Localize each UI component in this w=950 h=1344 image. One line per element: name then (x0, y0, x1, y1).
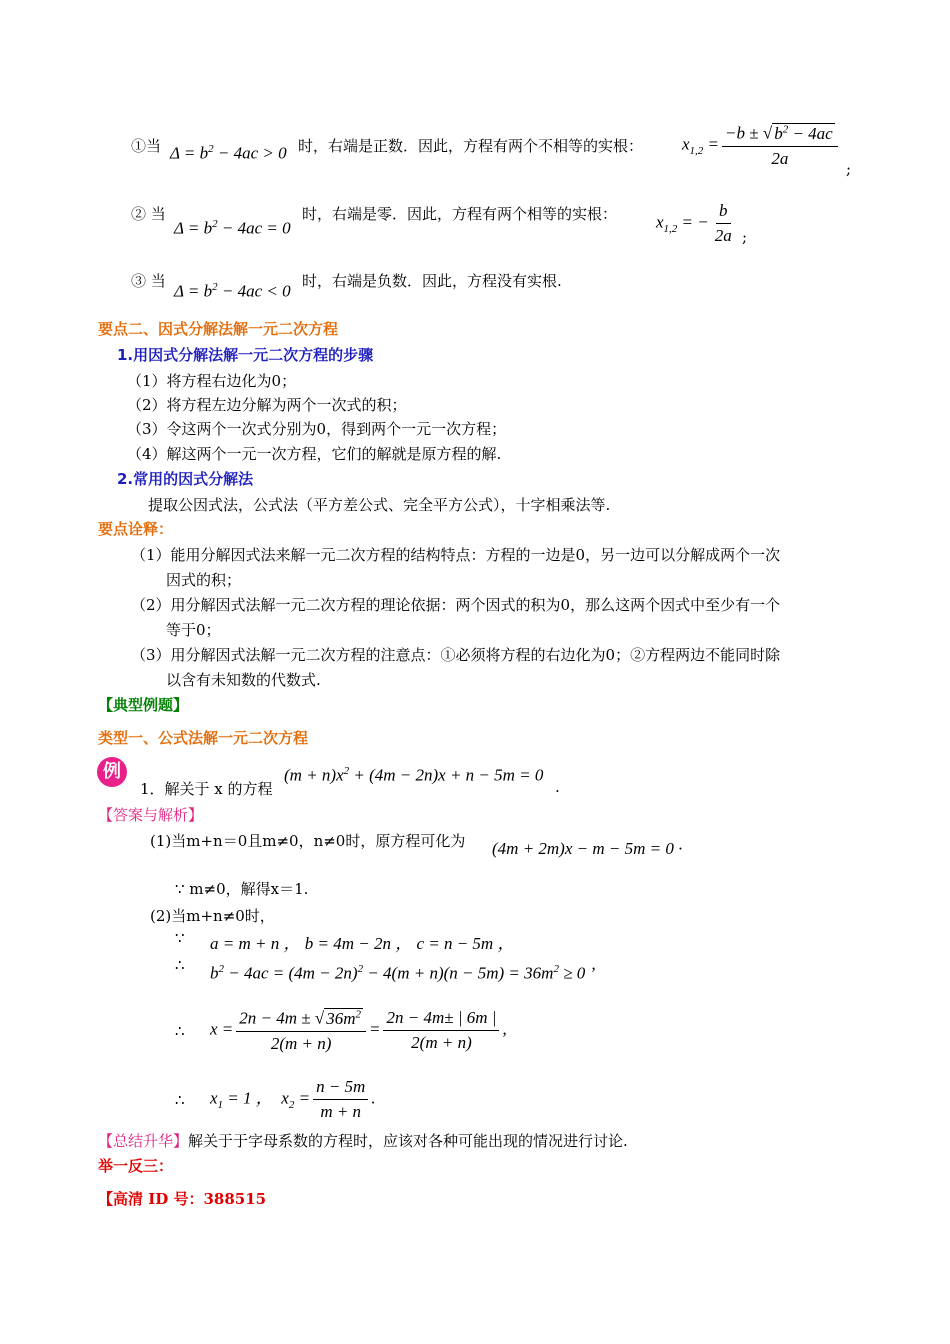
case-3-text: 时，右端是负数．因此，方程没有实根. (302, 272, 562, 290)
coefficients: a = m + n ， b = 4m − 2n ， c = n − 5m ， (210, 934, 515, 953)
example-end: . (555, 778, 560, 796)
example-equation: $(m + n)x^2 + (4m - 2n)x + n - 5m = 0$ (284, 765, 544, 785)
methods: 提取公因式法，公式法（平方差公式、完全平方公式），十字相乘法等. (148, 496, 611, 514)
answer-line1-equation: (4m + 2m)x − m − 5m = 0 · (492, 839, 683, 858)
type1-heading: 类型一、公式法解一元二次方程 (98, 729, 309, 747)
solution-formula: x = $\frac{2n - 4m \pm √ 36m^2}{2(m + n)}$ = $\frac{2n - 4m\pm | 6m |}{2(m + n)}$ , (210, 1008, 507, 1053)
section2-title: 要点二、因式分解法解一元二次方程 (98, 320, 339, 338)
step-2: （2）将方程左边分解为两个一次式的积； (127, 396, 407, 414)
case-3-label: ③ 当 (131, 272, 166, 290)
example-prompt: 1．解关于 x 的方程 (140, 780, 273, 798)
answer-line1: (1)当m+n＝0且m≠0，n≠0时，原方程可化为 (150, 832, 466, 850)
summary (98, 1130, 628, 1151)
section2-sub2: 2.常用的因式分解法 (117, 470, 254, 488)
case-2-label: ② 当 (131, 205, 166, 223)
note-1-line2: 因式的积； (166, 571, 242, 589)
answer-line3: (2)当m+n≠0时， (150, 907, 275, 925)
case-2-formula: $\Delta = b^2 - 4ac = 0$ (174, 218, 291, 238)
summary-text: 解关于于字母系数的方程时，应该对各种可能出现的情况进行讨论. (188, 1132, 628, 1150)
therefore-symbol-2: ∴ (175, 1022, 185, 1040)
step-4: （4）解这两个一元一次方程，它们的解就是原方程的解. (127, 445, 502, 463)
notes-title: 要点诠释： (98, 520, 174, 538)
step-3: （3）令这两个一次式分别为0，得到两个一元一次方程； (127, 420, 507, 438)
note-2-line2: 等于0； (166, 621, 221, 639)
case-1-root-formula: $x_{1,2}$ = $\frac{-b \pm √ b^2 - 4ac}{2a}$ (682, 123, 841, 169)
note-3-line2: 以含有未知数的代数式. (166, 671, 321, 689)
summary-label: 【总结升华】 (98, 1132, 189, 1150)
answer-label: 【答案与解析】 (98, 806, 204, 824)
hd-id: 【高清 ID 号：388515 (98, 1190, 267, 1208)
example-badge-icon: 例 (97, 757, 127, 787)
step-1: （1）将方程右边化为0； (127, 372, 297, 390)
note-1-line1: （1）能用分解因式法来解一元二次方程的结构特点：方程的一边是0，另一边可以分解成两个一次 (131, 546, 781, 564)
note-2-line1: （2）用分解因式法解一元二次方程的理论依据：两个因式的积为0，那么这两个因式中至少有一个 (131, 596, 781, 614)
case-1-label: ①当 (131, 137, 162, 155)
therefore-symbol-1: ∴ (175, 956, 185, 974)
case-1-tail: ; (846, 160, 852, 178)
case-2-tail: ; (742, 228, 748, 246)
note-3-line1: （3）用分解因式法解一元二次方程的注意点：①必须将方程的右边化为0；②方程两边不能同时除 (131, 646, 781, 664)
case-1-text: 时，右端是正数．因此，方程有两个不相等的实根： (298, 137, 644, 155)
practice-heading: 举一反三： (98, 1157, 174, 1175)
case-2-root-formula: $x_{1,2}$ = − $\frac{b}{2a}$ (656, 201, 732, 245)
section2-sub1: 1.用因式分解法解一元二次方程的步骤 (117, 346, 374, 364)
case-3-formula: $\Delta = b^2 - 4ac < 0$ (174, 281, 291, 301)
examples-heading: 【典型例题】 (98, 696, 189, 714)
roots: $x_1 = 1$ ， $x_2$ = $\frac{n - 5m}{m + n}$ . (210, 1077, 376, 1121)
therefore-symbol-3: ∴ (175, 1091, 185, 1109)
case-1-formula: $\Delta = b^2 - 4ac > 0$ (170, 143, 287, 163)
discriminant: $b^2 - 4ac = (4m - 2n)^2 - 4(m + n)(n - 5m) = 36m^2 \ge 0$ ’ (210, 963, 596, 983)
case-2-text: 时，右端是零．因此，方程有两个相等的实根： (302, 205, 618, 223)
answer-line2: ∵ m≠0，解得x＝1. (175, 880, 309, 898)
because-symbol: ∵ (175, 929, 185, 947)
